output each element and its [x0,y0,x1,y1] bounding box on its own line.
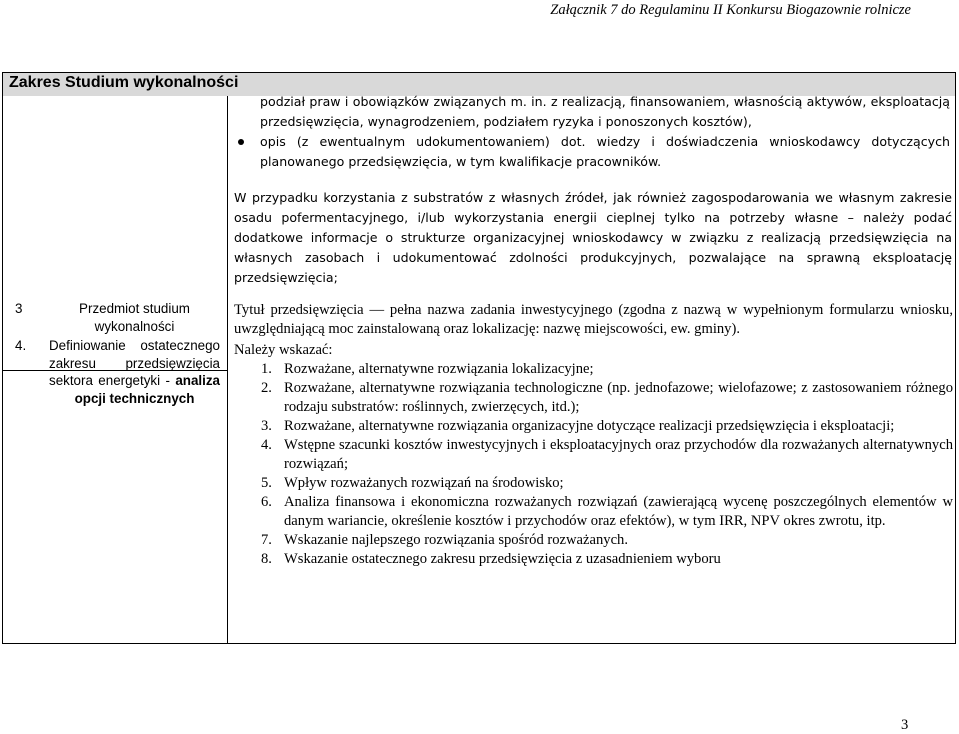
list-item [234,550,953,569]
item-label: Przedmiot studium wykonalności [79,301,190,334]
list-item [234,417,953,436]
left-column [15,300,220,407]
scope-table [2,72,956,644]
list-item-number: 8. [261,551,272,567]
list-item-text: Rozważane, alternatywne rozwiązania lokalizacyjne; [284,361,594,377]
page-number: 3 [901,717,909,733]
list-item [234,493,953,531]
list-item [234,531,953,550]
list-item [234,436,953,474]
project-title-paragraph: Tytuł przedsięwzięcia — pełna nazwa zadania inwestycyjnego (zgodna z nazwą w wypełnionym formularzu wniosku, uwzględniającą moc zainstalowaną oraz lokalizację: nazwę miejscowości, ew. gminy). [234,302,953,337]
left-item-3 [15,300,220,335]
list-item-text: Wstępne szacunki kosztów inwestycyjnych i eksploatacyjnych oraz przychodów dla rozważanych alternatywnych rozwiązań; [284,437,953,472]
list-item-number: 2. [261,380,272,396]
list-item-text: Analiza finansowa i ekonomiczna rozważanych rozwiązań (zawierającą wycenę poszczególnych elementów w danym wariancie, określenie kosztów i przychodów oraz efektów), w tym IRR, NPV okres zwrotu, itp. [284,494,953,529]
item-number: 4. [15,338,27,353]
bullet-icon [238,139,244,145]
continuation-paragraph: podział praw i obowiązków związanych m. in. z realizacją, finansowaniem, własnością aktywów, eksploatacją przedsięwzięcia, wynagrodzeniem, podziałem ryzyka i ponoszonych kosztów), [260,94,950,129]
continuation-block [260,92,950,172]
left-item-4 [15,337,220,407]
list-item-number: 6. [261,494,272,510]
list-item-number: 3. [261,418,272,434]
item-label-text: Definiowanie ostatecznego zakresu przedsięwzięcia sektora energetyki - [49,338,220,388]
requirements-list [234,360,953,569]
list-item-number: 4. [261,437,272,453]
right-column [234,301,953,569]
section-title: Zakres Studium wykonalności [9,74,239,91]
item-number: 3 [15,301,23,316]
item-label-bold: analiza opcji technicznych [74,373,220,406]
substrate-note: W przypadku korzystania z substratów z własnych źródeł, jak również zagospodarowania we własnym zakresie osadu pofermentacyjnego, i/lub wykorzystania energii cieplnej tylko na potrzeby własne – należy podać dodatkowe informacje o strukturze organizacyjnej wnioskodawcy w związku z realizacją przedsięwzięcia na własnych zasobach i udokumentować zdolności produkcyjnych, pozwalające na sprawną eksploatację przedsięwzięcia; [234,190,952,285]
list-item-text: Rozważane, alternatywne rozwiązania technologiczne (np. jednofazowe; wielofazowe; z zastosowaniem różnego rodzaju substratów: roślinnych, zwierzęcych, itd.); [284,380,953,415]
list-item-number: 5. [261,475,272,491]
bullet-item [260,132,950,172]
bullet-item-text: opis (z ewentualnym udokumentowaniem) dot. wiedzy i doświadczenia wnioskodawcy dotyczących planowanego przedsięwzięcia, w tym kwalifikacje pracowników. [260,134,950,169]
list-item-text: Wpływ rozważanych rozwiązań na środowisko; [284,475,564,491]
list-item-number: 7. [261,532,272,548]
list-item [234,360,953,379]
list-item [234,474,953,493]
list-item-text: Wskazanie ostatecznego zakresu przedsięwzięcia z uzasadnieniem wyboru [284,551,721,567]
list-intro: Należy wskazać: [234,342,333,358]
running-header: Załącznik 7 do Regulaminu II Konkursu Biogazownie rolnicze [550,2,911,18]
list-item-text: Wskazanie najlepszego rozwiązania spośród rozważanych. [284,532,629,548]
list-item [234,379,953,417]
list-item-text: Rozważane, alternatywne rozwiązania organizacyjne dotyczące realizacji przedsięwzięcia i eksploatacji; [284,418,895,434]
item-label [49,337,220,407]
list-item-number: 1. [261,361,272,377]
